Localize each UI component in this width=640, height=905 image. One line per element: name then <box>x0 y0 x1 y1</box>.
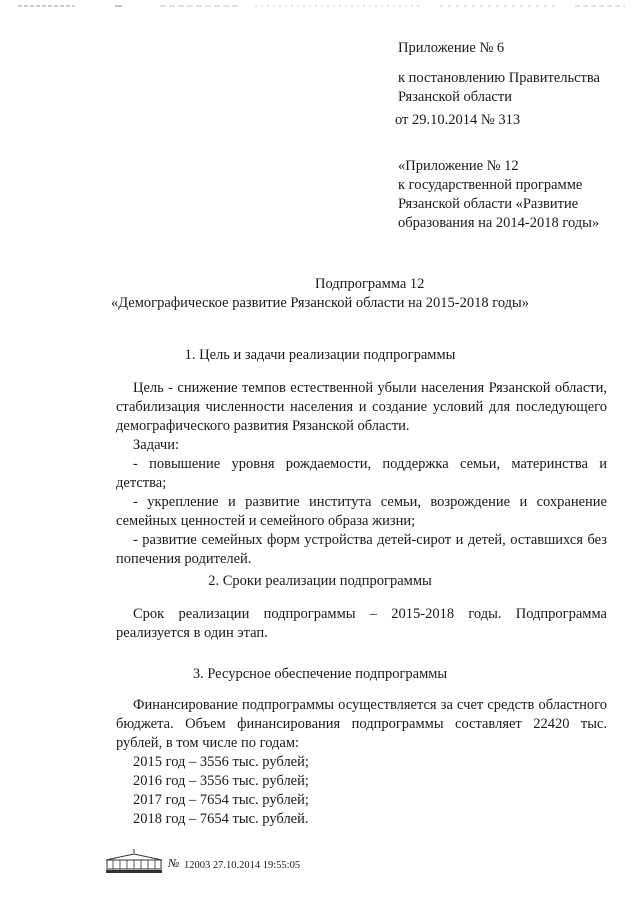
section-heading-timeline: 2. Сроки реализации подпрограммы <box>208 573 432 589</box>
funding-paragraph: Финансирование подпрограммы осуществляется за счет средств областного бюджета. Объем финансирования подпрограммы составляет 22420 тыс. рублей, в том числе по годам: <box>116 697 607 751</box>
section-heading-resources: 3. Ресурсное обеспечение подпрограммы <box>192 666 448 682</box>
tasks-label: Задачи: <box>133 437 180 453</box>
resolution-reference: к постановлению Правительства <box>398 70 600 86</box>
subprogram-number: Подпрограмма 12 <box>315 276 425 292</box>
registry-building-stamp <box>104 848 164 874</box>
program-reference-line: к государственной программе <box>398 177 583 193</box>
section-heading-goals: 1. Цель и задачи реализации подпрограммы <box>184 347 456 363</box>
goal-paragraph: Цель - снижение темпов естественной убыли населения Рязанской области, стабилизация численности населения и создание условий для последующего демографического развития Рязанской области. <box>116 380 607 434</box>
appendix-label: Приложение № 6 <box>398 40 505 56</box>
region-name: Рязанской области <box>398 89 512 105</box>
registration-info: 12003 27.10.2014 19:55:05 <box>184 860 301 871</box>
funding-year-2016: 2016 год – 3556 тыс. рублей; <box>133 773 309 789</box>
task-item: - развитие семейных форм устройства детей-сирот и детей, оставшихся без попечения родителей. <box>116 532 607 567</box>
funding-year-2018: 2018 год – 7654 тыс. рублей. <box>133 811 309 827</box>
registration-mark: № <box>168 856 180 870</box>
program-reference-line: образования на 2014-2018 годы» <box>398 215 600 231</box>
funding-year-2017: 2017 год – 7654 тыс. рублей; <box>133 792 309 808</box>
task-item: - повышение уровня рождаемости, поддержка семьи, материнства и детства; <box>116 456 607 491</box>
scan-artifacts <box>0 0 640 10</box>
program-reference-line: Рязанской области «Развитие <box>398 196 579 212</box>
timeline-paragraph: Срок реализации подпрограммы – 2015-2018 годы. Подпрограмма реализуется в один этап. <box>116 606 607 641</box>
task-item: - укрепление и развитие института семьи, возрождение и сохранение семейных ценностей и семейного образа жизни; <box>116 494 607 529</box>
funding-year-2015: 2015 год – 3556 тыс. рублей; <box>133 754 309 770</box>
resolution-date-number: от 29.10.2014 № 313 <box>395 112 521 128</box>
subprogram-title: «Демографическое развитие Рязанской области на 2015-2018 годы» <box>110 295 530 311</box>
program-appendix-label: «Приложение № 12 <box>398 158 519 174</box>
